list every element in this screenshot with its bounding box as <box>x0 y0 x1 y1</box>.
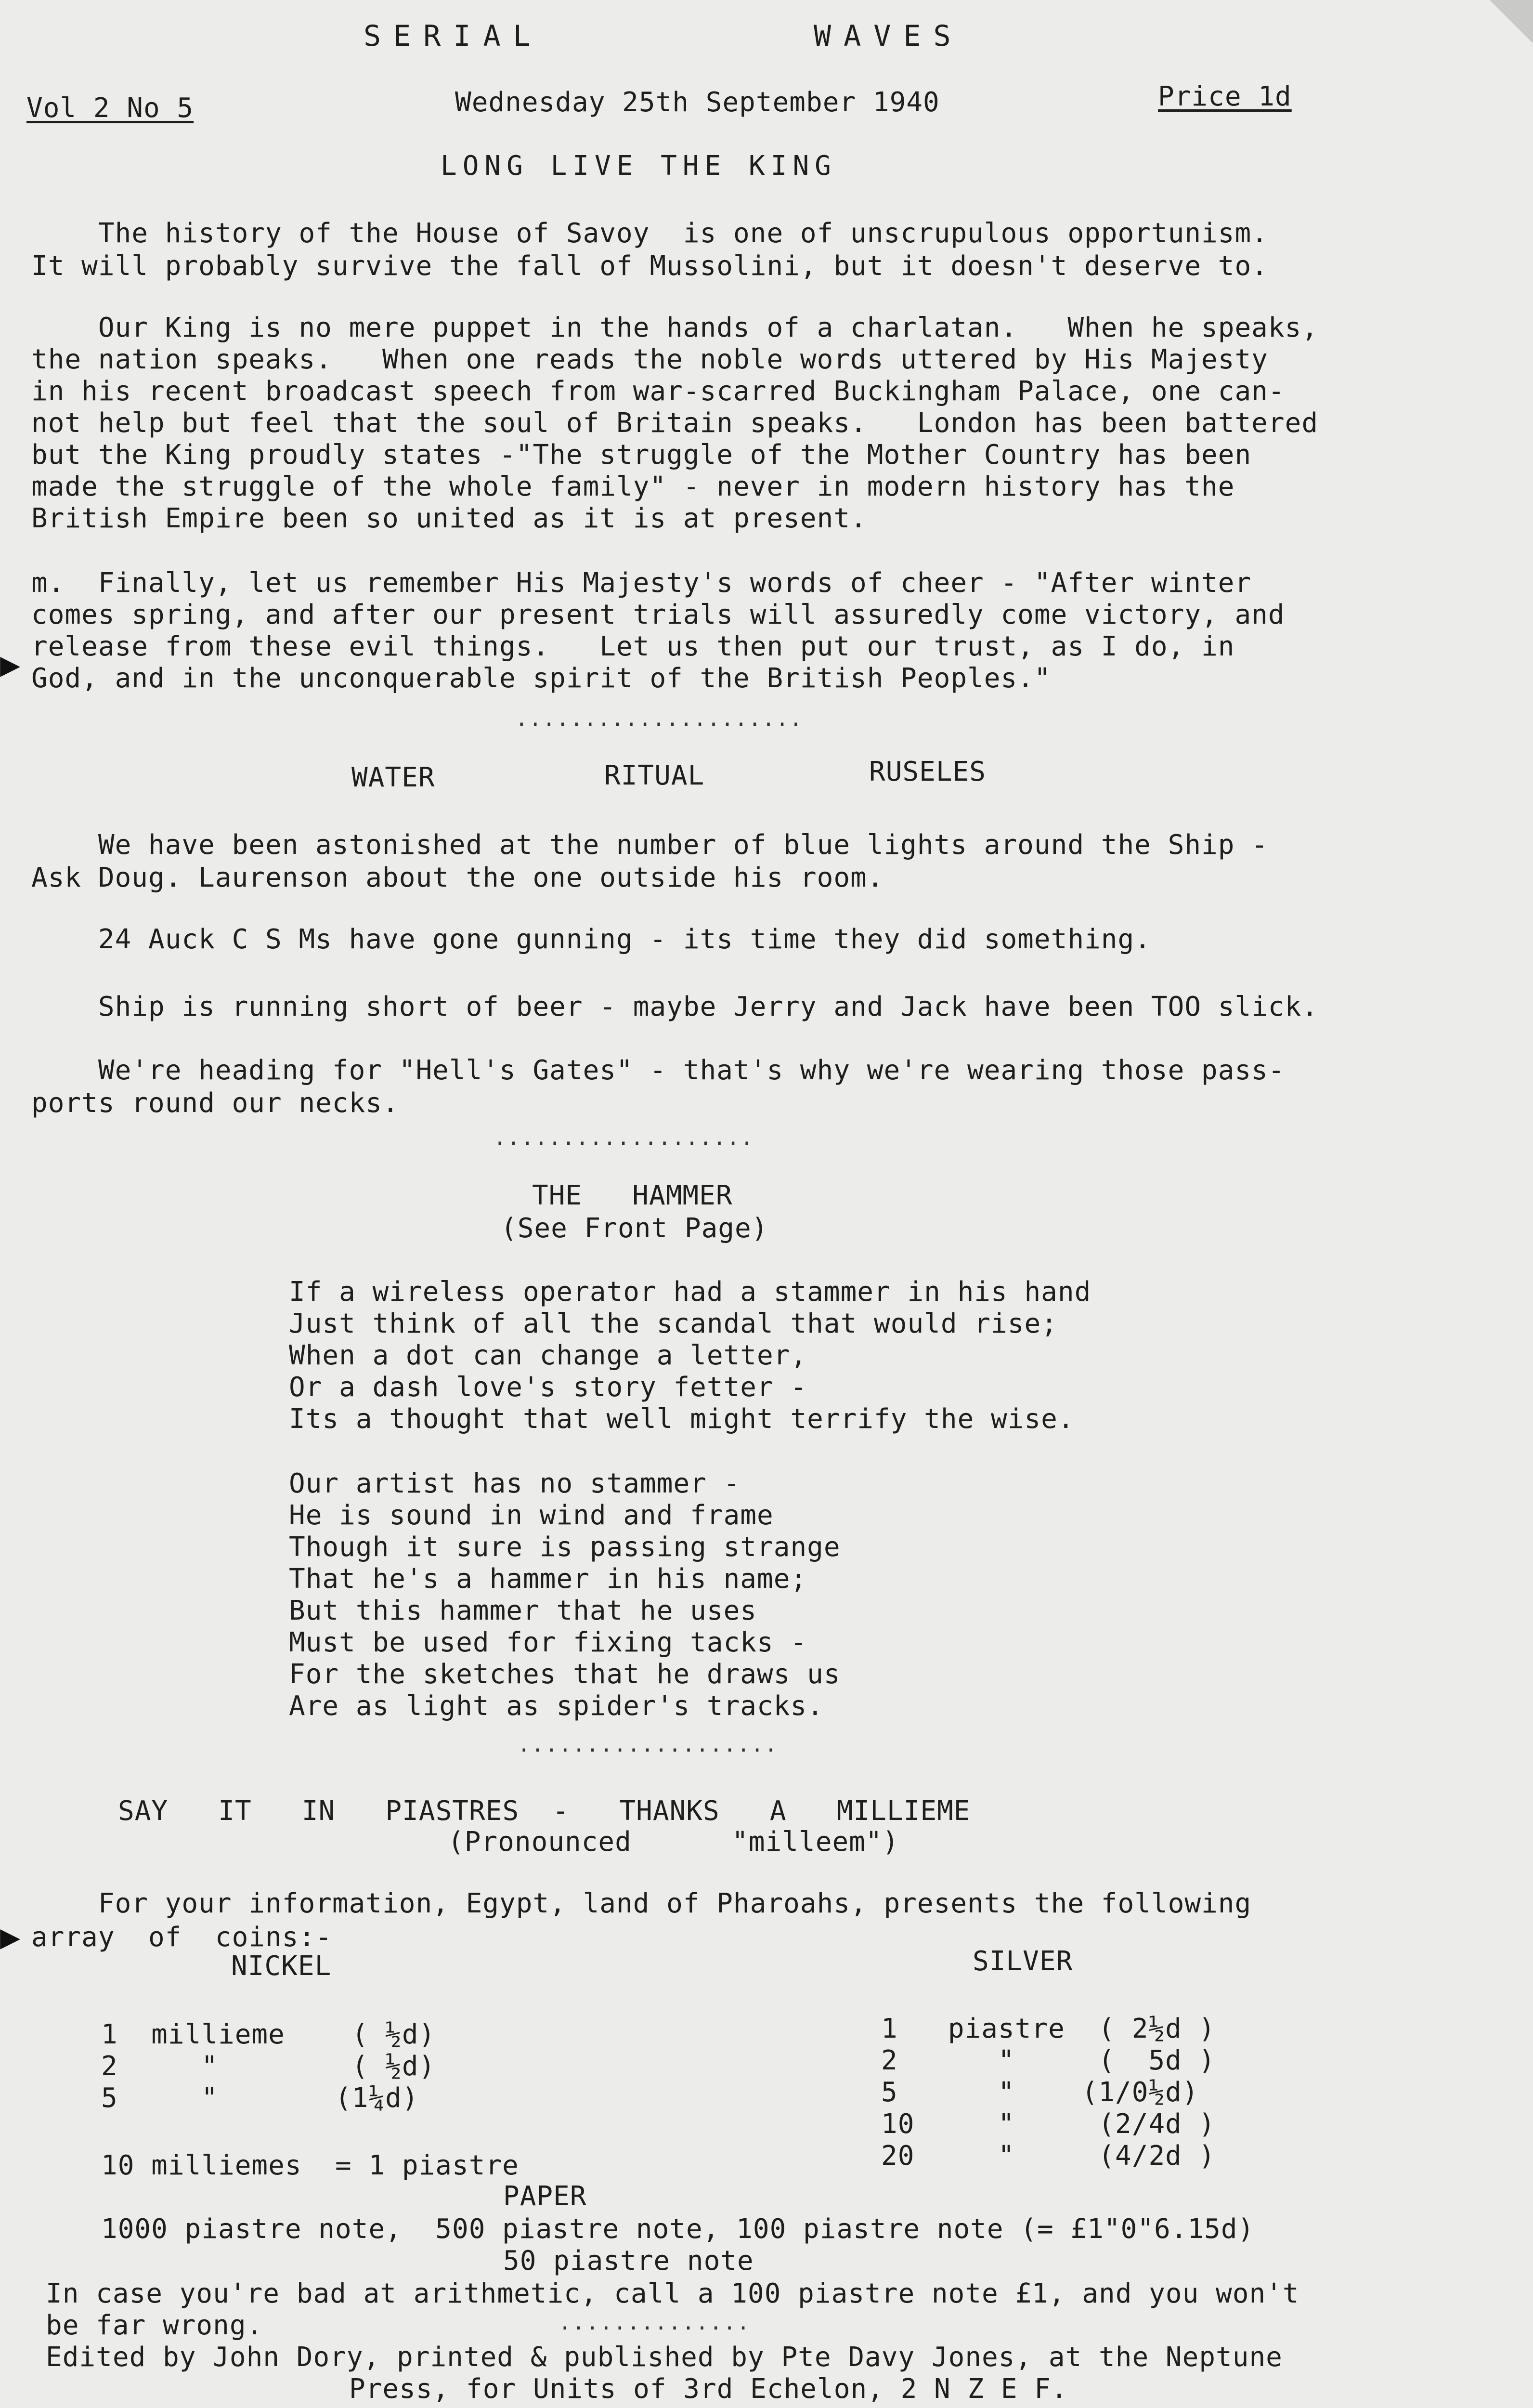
price: Price 1d <box>1158 81 1292 112</box>
coins-intro-line-1: For your information, Egypt, land of Pharoahs, presents the following <box>31 1888 1252 1919</box>
silver-row-3: 5 " (1/0½d) <box>881 2077 1199 2108</box>
king-p2-line-5: but the King proudly states -"The struggle of the Mother Country has been <box>31 439 1252 471</box>
rumbles-p4-line-2: ports round our necks. <box>31 1087 399 1119</box>
coins-intro-line-2: array of coins:- <box>31 1922 332 1953</box>
king-p1-line-1: The history of the House of Savoy is one of unscrupulous opportunism. <box>31 218 1268 249</box>
article-title-king: LONG LIVE THE KING <box>441 150 837 182</box>
separator-3: ................... <box>518 1732 779 1757</box>
poem-s2-line-6: Must be used for fixing tacks - <box>289 1627 807 1658</box>
poem-s2-line-3: Though it sure is passing strange <box>289 1531 841 1563</box>
nickel-row-2: 2 " ( ½d) <box>101 2051 436 2082</box>
margin-pointer-icon: ▶ <box>0 644 21 684</box>
separator-1: ..................... <box>515 707 804 731</box>
rumbles-title-word-1: WATER <box>351 762 435 793</box>
king-p2-line-6: made the struggle of the whole family" - never in modern history has the <box>31 471 1235 502</box>
coins-advice-line-2: be far wrong. <box>46 2310 263 2341</box>
credits-line-2: Press, for Units of 3rd Echelon, 2 N Z E F. <box>349 2373 1068 2405</box>
king-p3-line-2: comes spring, and after our present trials will assuredly come victory, and <box>31 599 1285 630</box>
folded-corner <box>1490 0 1533 43</box>
silver-row-1: 1 piastre ( 2½d ) <box>881 2013 1216 2044</box>
king-p3-line-4: God, and in the unconquerable spirit of the British Peoples." <box>31 663 1051 694</box>
masthead-left: SERIAL <box>364 19 543 53</box>
coins-advice-line-1: In case you're bad at arithmetic, call a 100 piastre note £1, and you won't <box>46 2278 1299 2309</box>
nickel-heading: NICKEL <box>231 1950 332 1982</box>
rumbles-p1-line-1: We have been astonished at the number of blue lights around the Ship - <box>31 829 1268 861</box>
credits-line-1: Edited by John Dory, printed & published by Pte Davy Jones, at the Neptune <box>46 2342 1283 2373</box>
rumbles-title-word-2: RITUAL <box>604 760 705 791</box>
separator-2: ................... <box>494 1125 754 1150</box>
coin-conversion: 10 milliemes = 1 piastre <box>101 2150 519 2181</box>
king-p2-line-7: British Empire been so united as it is at present. <box>31 503 867 534</box>
poem-s2-line-4: That he's a hammer in his name; <box>289 1563 807 1595</box>
coins-title: SAY IT IN PIASTRES - THANKS A MILLIEME <box>118 1795 971 1827</box>
nickel-row-1: 1 millieme ( ½d) <box>101 2019 436 2050</box>
poem-title: THE HAMMER <box>532 1180 733 1211</box>
rumbles-p3: Ship is running short of beer - maybe Jerry and Jack have been TOO slick. <box>31 991 1319 1022</box>
king-p2-line-4: not help but feel that the soul of Britain speaks. London has been battered <box>31 407 1319 439</box>
poem-s2-line-7: For the sketches that he draws us <box>289 1659 841 1690</box>
rumbles-p1-line-2: Ask Doug. Laurenson about the one outside his room. <box>31 862 884 893</box>
rumbles-p4-line-1: We're heading for "Hell's Gates" - that's why we're wearing those pass- <box>31 1055 1285 1086</box>
silver-row-2: 2 " ( 5d ) <box>881 2045 1216 2076</box>
poem-s1-line-4: Or a dash love's story fetter - <box>289 1372 807 1403</box>
king-p3-line-1: m. Finally, let us remember His Majesty's words of cheer - "After winter <box>31 567 1252 599</box>
poem-s1-line-2: Just think of all the scandal that would rise; <box>289 1308 1058 1339</box>
rumbles-title-word-3: RUSELES <box>869 756 987 787</box>
silver-row-4: 10 " (2/4d ) <box>881 2108 1216 2140</box>
silver-row-5: 20 " (4/2d ) <box>881 2140 1216 2172</box>
paper-line-2: 50 piastre note <box>503 2245 754 2277</box>
volume-number: Vol 2 No 5 <box>26 92 194 124</box>
issue-date: Wednesday 25th September 1940 <box>455 87 940 118</box>
margin-pointer-icon: ▶ <box>0 1917 21 1956</box>
poem-s1-line-1: If a wireless operator had a stammer in his hand <box>289 1276 1091 1308</box>
nickel-row-3: 5 " (1¼d) <box>101 2082 419 2114</box>
king-p3-line-3: release from these evil things. Let us then put our trust, as I do, in <box>31 631 1235 662</box>
paper-line-1: 1000 piastre note, 500 piastre note, 100 piastre note (= £1"0"6.15d) <box>101 2213 1255 2245</box>
coins-subtitle: (Pronounced "milleem") <box>448 1826 899 1858</box>
masthead-right: WAVES <box>814 19 963 53</box>
poem-s2-line-2: He is sound in wind and frame <box>289 1500 774 1531</box>
silver-heading: SILVER <box>973 1946 1073 1977</box>
poem-s1-line-5: Its a thought that well might terrify the wise. <box>289 1403 1075 1435</box>
king-p2-line-2: the nation speaks. When one reads the noble words uttered by His Majesty <box>31 344 1268 375</box>
king-p2-line-1: Our King is no mere puppet in the hands of a charlatan. When he speaks, <box>31 312 1319 343</box>
king-p2-line-3: in his recent broadcast speech from war-scarred Buckingham Palace, one can- <box>31 376 1285 407</box>
separator-4: .............. <box>559 2310 751 2335</box>
king-p1-line-2: It will probably survive the fall of Mussolini, but it doesn't deserve to. <box>31 250 1268 282</box>
poem-s2-line-8: Are as light as spider's tracks. <box>289 1690 824 1722</box>
paper-heading: PAPER <box>503 2181 587 2212</box>
poem-s2-line-1: Our artist has no stammer - <box>289 1468 741 1499</box>
poem-subtitle: (See Front Page) <box>501 1213 768 1244</box>
poem-s2-line-5: But this hammer that he uses <box>289 1595 757 1626</box>
poem-s1-line-3: When a dot can change a letter, <box>289 1340 807 1371</box>
rumbles-p2: 24 Auck C S Ms have gone gunning - its time they did something. <box>31 924 1151 955</box>
